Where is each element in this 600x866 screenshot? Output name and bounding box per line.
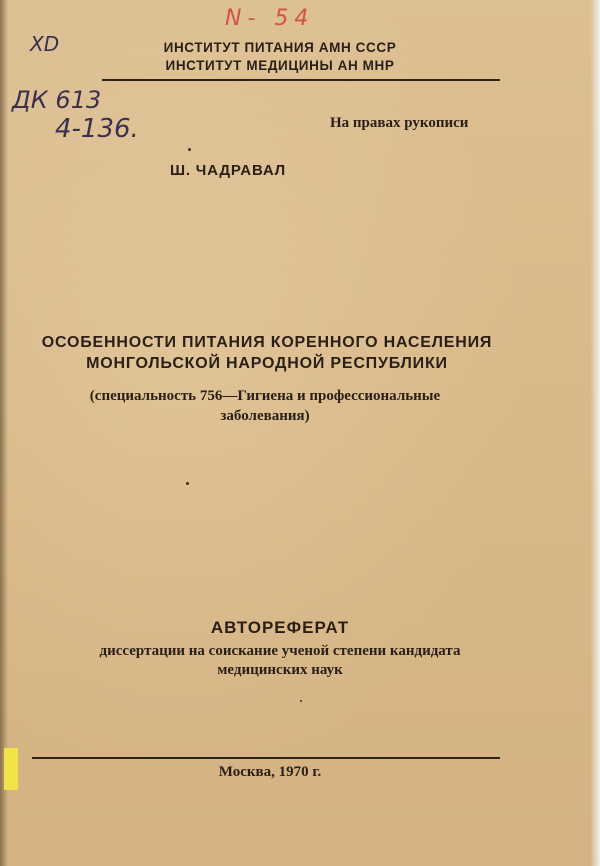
footer-rule [32, 757, 500, 759]
rights-notice: На правах рукописи [330, 115, 469, 131]
title-line-2: МОНГОЛЬСКОЙ НАРОДНОЙ РЕСПУБЛИКИ [86, 355, 448, 372]
institute-name-2: ИНСТИТУТ МЕДИЦИНЫ АН МНР [165, 58, 395, 73]
paper-speck [186, 482, 189, 485]
paper-speck [300, 700, 302, 702]
page-edge-shadow [0, 0, 8, 866]
handwritten-call-number-2: 4-136. [55, 114, 139, 144]
yellow-tab-marker [4, 748, 18, 790]
institute-name-1: ИНСТИТУТ ПИТАНИЯ АМН СССР [163, 40, 397, 55]
specialty-line-2: заболевания) [220, 408, 310, 424]
city-year: Москва, 1970 г. [218, 764, 322, 780]
paper-speck [188, 148, 191, 151]
author-name: Ш. ЧАДРАВАЛ [170, 162, 286, 179]
abstract-line-1: диссертации на соискание ученой степени кандидата [99, 643, 461, 659]
specialty-line-1: (специальность 756—Гигиена и профессиональные [89, 388, 441, 404]
page-edge-highlight [590, 0, 600, 866]
handwritten-call-number-1: ДК 613 [12, 86, 102, 114]
header-rule [102, 79, 500, 81]
abstract-line-2: медицинских наук [217, 662, 343, 678]
handwritten-corner-mark: ХD [30, 32, 60, 56]
abstract-heading: АВТОРЕФЕРАТ [210, 618, 350, 637]
title-line-1: ОСОБЕННОСТИ ПИТАНИЯ КОРЕННОГО НАСЕЛЕНИЯ [41, 334, 493, 351]
handwritten-number-red: N- 54 [225, 6, 315, 31]
